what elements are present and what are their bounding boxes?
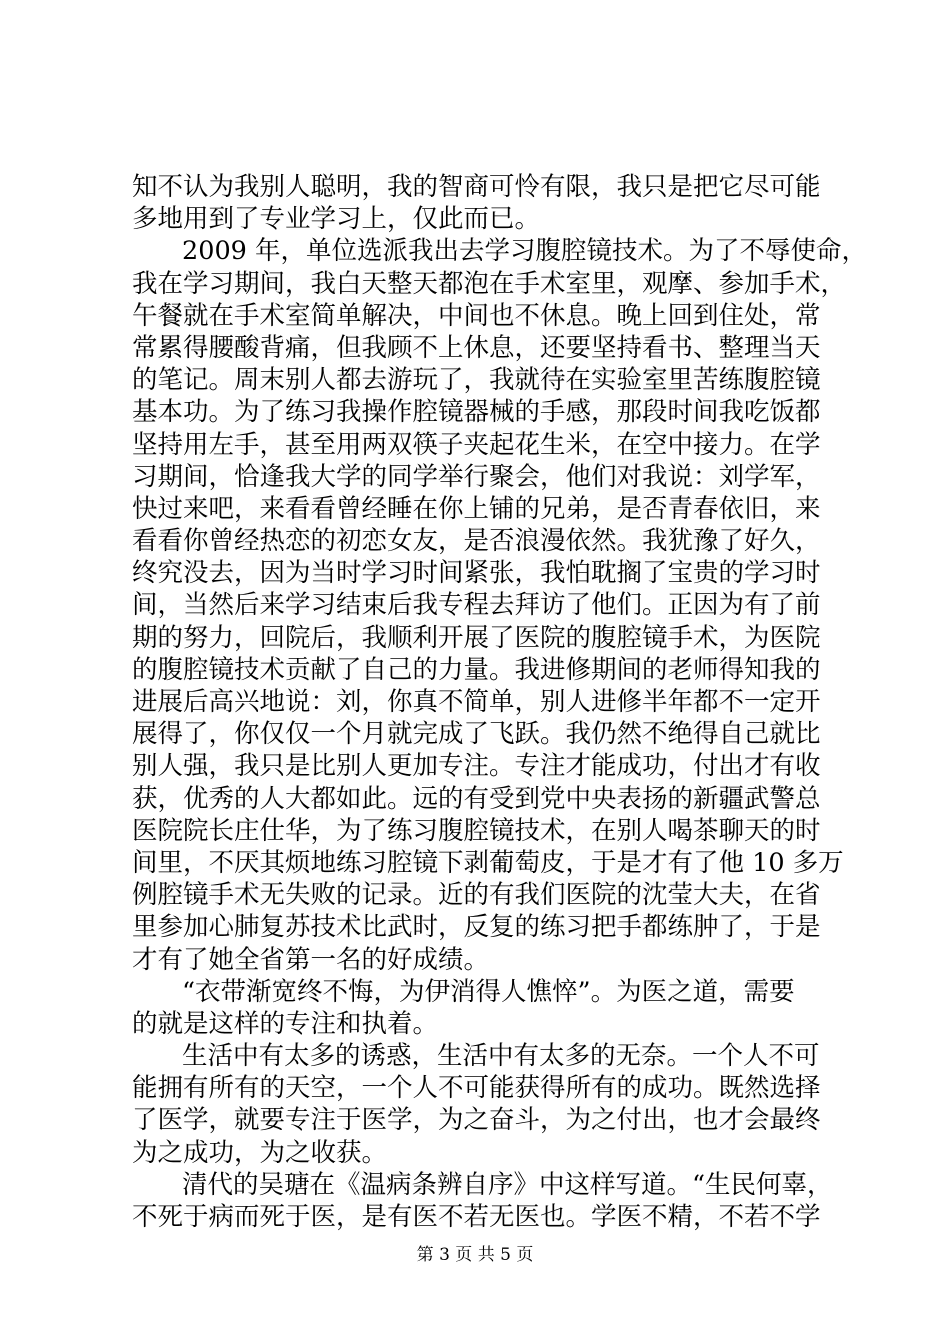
text-line: 坚持用左手，甚至用两双筷子夹起花生米，在空中接力。在学 bbox=[132, 429, 821, 460]
text-line: 的腹腔镜技术贡献了自己的力量。我进修期间的老师得知我的 bbox=[132, 654, 821, 685]
text-line: 别人强，我只是比别人更加专注。专注才能成功，付出才有收 bbox=[132, 751, 821, 782]
text-line: 基本功。为了练习我操作腔镜器械的手感，那段时间我吃饭都 bbox=[132, 397, 821, 428]
text-line: 多地用到了专业学习上，仅此而已。 bbox=[132, 204, 541, 235]
text-line: 才有了她全省第一名的好成绩。 bbox=[132, 944, 490, 975]
text-line: 我在学习期间，我白天整天都泡在手术室里，观摩、参加手术， bbox=[132, 268, 847, 299]
page-footer: 第 3 页 共 5 页 bbox=[416, 1245, 534, 1265]
text-line: 能拥有所有的天空，一个人不可能获得所有的成功。既然选择 bbox=[132, 1073, 821, 1104]
text-line: 例腔镜手术无失败的记录。近的有我们医院的沈莹大夫，在省 bbox=[132, 880, 821, 911]
text-line: 习期间，恰逢我大学的同学举行聚会，他们对我说：刘学军， bbox=[132, 461, 821, 492]
text-line: 展得了，你仅仅一个月就完成了飞跃。我仍然不绝得自己就比 bbox=[132, 719, 821, 750]
text-line: 的笔记。周末别人都去游玩了，我就待在实验室里苦练腹腔镜 bbox=[132, 365, 821, 396]
text-line: 常累得腰酸背痛，但我顾不上休息，还要坚持看书、整理当天 bbox=[132, 332, 821, 363]
text-line: 午餐就在手术室简单解决，中间也不休息。晚上回到住处，常 bbox=[132, 300, 821, 331]
text-line: 里参加心肺复苏技术比武时，反复的练习把手都练肿了，于是 bbox=[132, 912, 821, 943]
text-line: 不死于病而死于医，是有医不若无医也。学医不精，不若不学 bbox=[132, 1202, 821, 1232]
text-line: 了医学，就要专注于医学，为之奋斗，为之付出，也才会最终 bbox=[132, 1105, 821, 1136]
text-line: 清代的吴瑭在《温病条辨自序》中这样写道。“生民何辜， bbox=[182, 1169, 833, 1200]
text-line: 知不认为我别人聪明，我的智商可怜有限，我只是把它尽可能 bbox=[132, 172, 821, 202]
text-line: 进展后高兴地说：刘，你真不简单，别人进修半年都不一定开 bbox=[132, 687, 821, 717]
text-line: 2009 年，单位选派我出去学习腹腔镜技术。为了不辱使命， bbox=[182, 236, 868, 267]
text-line: 快过来吧，来看看曾经睡在你上铺的兄弟，是否青春依旧，来 bbox=[132, 493, 821, 524]
text-line: 期的努力，回院后，我顺利开展了医院的腹腔镜手术，为医院 bbox=[132, 622, 821, 653]
text-line: 为之成功，为之收获。 bbox=[132, 1137, 388, 1168]
text-line: 间里，不厌其烦地练习腔镜下剥葡萄皮，于是才有了他 10 多万 bbox=[132, 847, 844, 878]
text-line: 看看你曾经热恋的初恋女友，是否浪漫依然。我犹豫了好久， bbox=[132, 526, 821, 557]
body-text bbox=[132, 171, 868, 1233]
text-line: 终究没去，因为当时学习时间紧张，我怕耽搁了宝贵的学习时 bbox=[132, 558, 821, 589]
text-line: 生活中有太多的诱惑，生活中有太多的无奈。一个人不可 bbox=[182, 1041, 820, 1072]
text-line: 获，优秀的人大都如此。远的有受到党中央表扬的新疆武警总 bbox=[132, 783, 821, 814]
text-line: “衣带渐宽终不悔，为伊消得人憔悴”。为医之道，需要 bbox=[182, 976, 795, 1007]
text-line: 医院院长庄仕华，为了练习腹腔镜技术，在别人喝茶聊天的时 bbox=[132, 815, 821, 846]
text-line: 间，当然后来学习结束后我专程去拜访了他们。正因为有了前 bbox=[132, 590, 821, 621]
text-line: 的就是这样的专注和执着。 bbox=[132, 1008, 439, 1039]
